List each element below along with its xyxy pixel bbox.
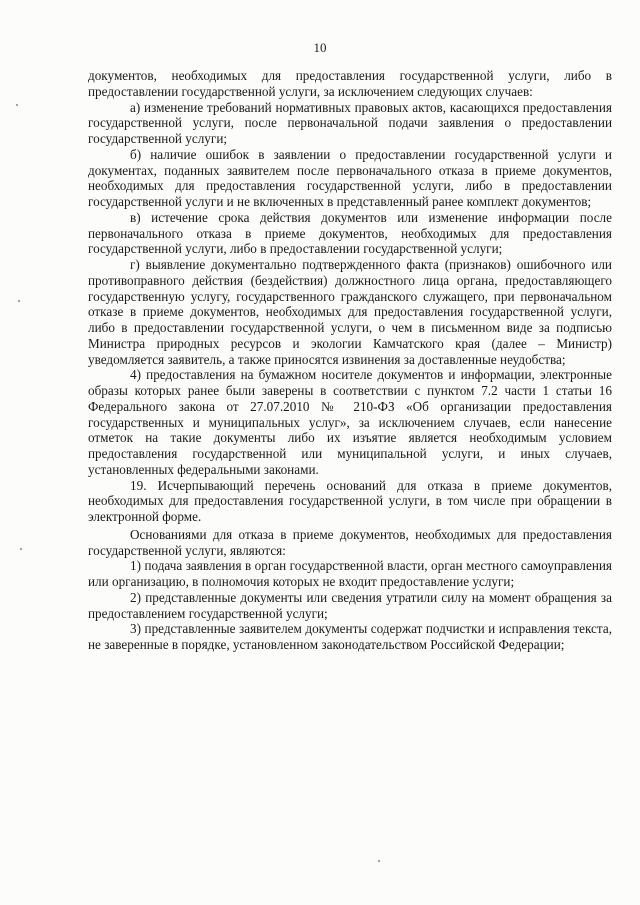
paragraph: 1) подача заявления в орган государственной власти, орган местного самоуправления или организацию, в полномочия которых не входит предоставление услуги; [88, 558, 612, 589]
paragraph: б) наличие ошибок в заявлении о предоставлении государственной услуги и документах, поданных заявителем после первоначального отказа в приеме документов, необходимых для предоставления государственной услуги, либо в предоставлении государственной услуги и не включенных в представленный ранее комплект документов; [88, 146, 612, 209]
paragraph: 3) представленные заявителем документы содержат подчистки и исправления текста, не заверенные в порядке, установленном законодательством Российской Федерации; [88, 621, 612, 652]
paragraph: а) изменение требований нормативных правовых актов, касающихся предоставления государственной услуги, после первоначальной подачи заявления о предоставлении государственной услуги; [88, 99, 612, 146]
paragraph: документов, необходимых для предоставления государственной услуги, либо в предоставлении государственной услуги, за исключением следующих случаев: [88, 68, 612, 99]
document-body [88, 68, 612, 653]
paragraph: 19. Исчерпывающий перечень оснований для отказа в приеме документов, необходимых для предоставления государственной услуги, в том числе при обращении в электронной форме. [88, 477, 612, 524]
paragraph: 4) предоставления на бумажном носителе документов и информации, электронные образы которых ранее были заверены в соответствии с пунктом 7.2 части 1 статьи 16 Федерального закона от 27.07.2010 № 210-ФЗ «Об организации предоставления государственных и муниципальных услуг», за исключением случаев, если нанесение отметок на такие документы либо их изъятие является необходимым условием предоставления государственной или муниципальной услуги, и иных случаев, установленных федеральными законами. [88, 367, 612, 477]
paragraph: г) выявление документально подтвержденного факта (признаков) ошибочного или противоправного действия (бездействия) должностного лица органа, предоставляющего государственную услугу, государственного гражданского служащего, при первоначальном отказе в приеме документов, необходимых для предоставления государственной услуги, либо в предоставлении государственной услуги, о чем в письменном виде за подписью Министра природных ресурсов и экологии Камчатского края (далее – Министр) уведомляется заявитель, а также приносятся извинения за доставленные неудобства; [88, 257, 612, 367]
scan-speck [378, 860, 380, 862]
paragraph: 2) представленные документы или сведения утратили силу на момент обращения за предоставлением государственной услуги; [88, 589, 612, 621]
scan-speck [20, 548, 22, 550]
page-number: 10 [313, 40, 327, 55]
scan-speck [16, 104, 18, 106]
scan-speck [18, 300, 20, 302]
paragraph: в) истечение срока действия документов или изменение информации после первоначального отказа в приеме документов, необходимых для предоставления государственной услуги, либо в предоставлении государственной услуги; [88, 209, 612, 257]
paragraph: Основаниями для отказа в приеме документов, необходимых для предоставления государственной услуги, являются: [88, 526, 612, 558]
